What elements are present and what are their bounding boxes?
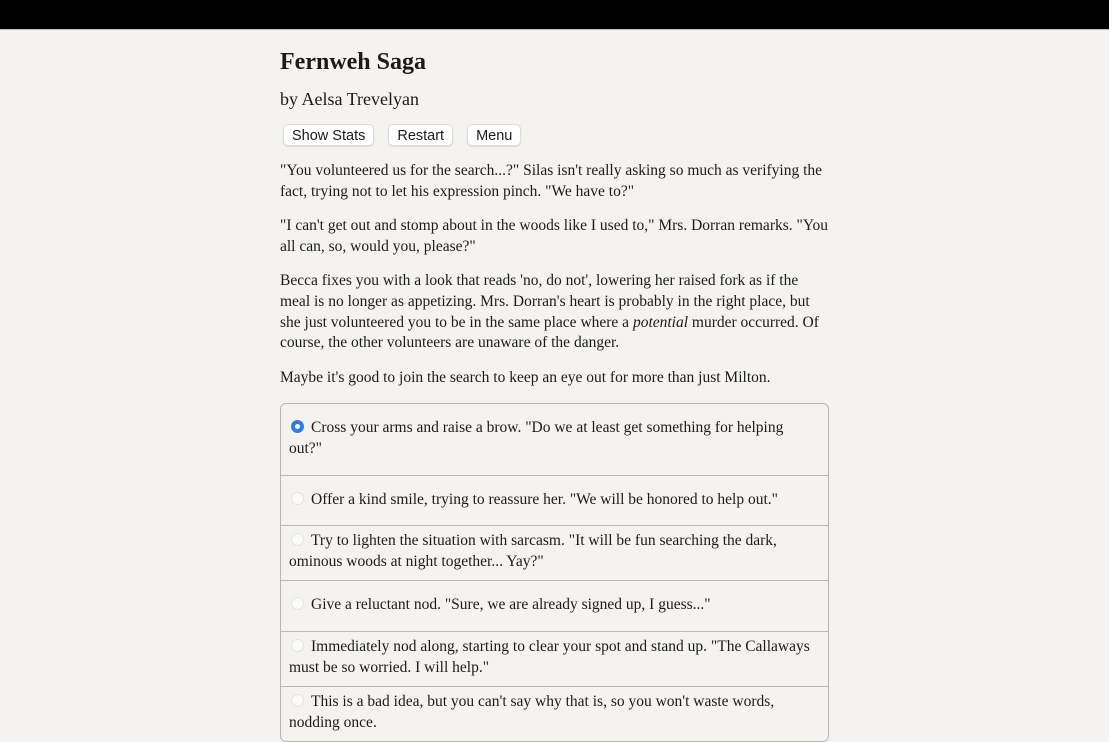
story-text-segment: murder occurred. Of course, the other volunteers are unaware of the danger. [280,313,819,352]
game-author: by Aelsa Trevelyan [280,89,419,109]
choice-label: Offer a kind smile, trying to reassure her. "We will be honored to help out." [311,490,778,508]
story-text-segment: Becca fixes you with a look that reads 'no, do not', lowering her raised fork as if the meal is no longer as appetizing. Mrs. Dorran's heart is probably in the right place, but she just volunteered you to be in the same place where a [280,272,810,331]
radio-icon[interactable] [291,533,304,546]
choice-label: This is a bad idea, but you can't say why that is, so you won't waste words, nodding once. [289,693,775,731]
radio-icon[interactable] [291,492,304,505]
choice-option[interactable] [281,631,828,686]
story-paragraph [280,216,829,257]
choice-label: Cross your arms and raise a brow. "Do we at least get something for helping out?" [289,419,784,457]
game-container [280,30,829,742]
choice-label: Try to lighten the situation with sarcasm. "It will be fun searching the dark, ominous woods at night together... Yay?" [289,532,777,570]
radio-selected-icon[interactable] [291,420,304,433]
choice-option[interactable] [281,580,828,631]
menu-button[interactable]: Menu [467,124,521,146]
choice-list [280,403,829,742]
show-stats-button[interactable]: Show Stats [283,124,374,146]
choice-option[interactable] [281,475,828,526]
choice-label: Give a reluctant nod. "Sure, we are already signed up, I guess..." [311,596,711,614]
top-bar [0,0,1109,30]
story-paragraph: "You volunteered us for the search...?" Silas isn't really asking so much as verifying the fact, trying not to let his expression pinch. "We have to?" [280,162,823,200]
emphasis-text: potential [632,313,689,331]
story-paragraph: Maybe it's good to join the search to keep an eye out for more than just Milton. [280,368,771,386]
toolbar [280,124,829,146]
story-paragraph [280,271,829,353]
choice-option[interactable] [281,686,828,741]
game-title: Fernweh Saga [280,49,426,75]
choice-option[interactable] [281,404,828,474]
choice-option[interactable] [281,525,828,580]
choice-label: Immediately nod along, starting to clear your spot and stand up. "The Callaways must be so worried. I will help." [289,637,810,676]
radio-icon[interactable] [291,639,304,652]
radio-icon[interactable] [291,597,304,610]
radio-icon[interactable] [291,694,304,707]
story-text-segment: "I can't get out and stomp about in the woods like I used to," Mrs. Dorran remarks. "You all can, so, would you, please?" [280,217,828,255]
story-text [280,161,829,388]
restart-button[interactable]: Restart [388,124,453,146]
